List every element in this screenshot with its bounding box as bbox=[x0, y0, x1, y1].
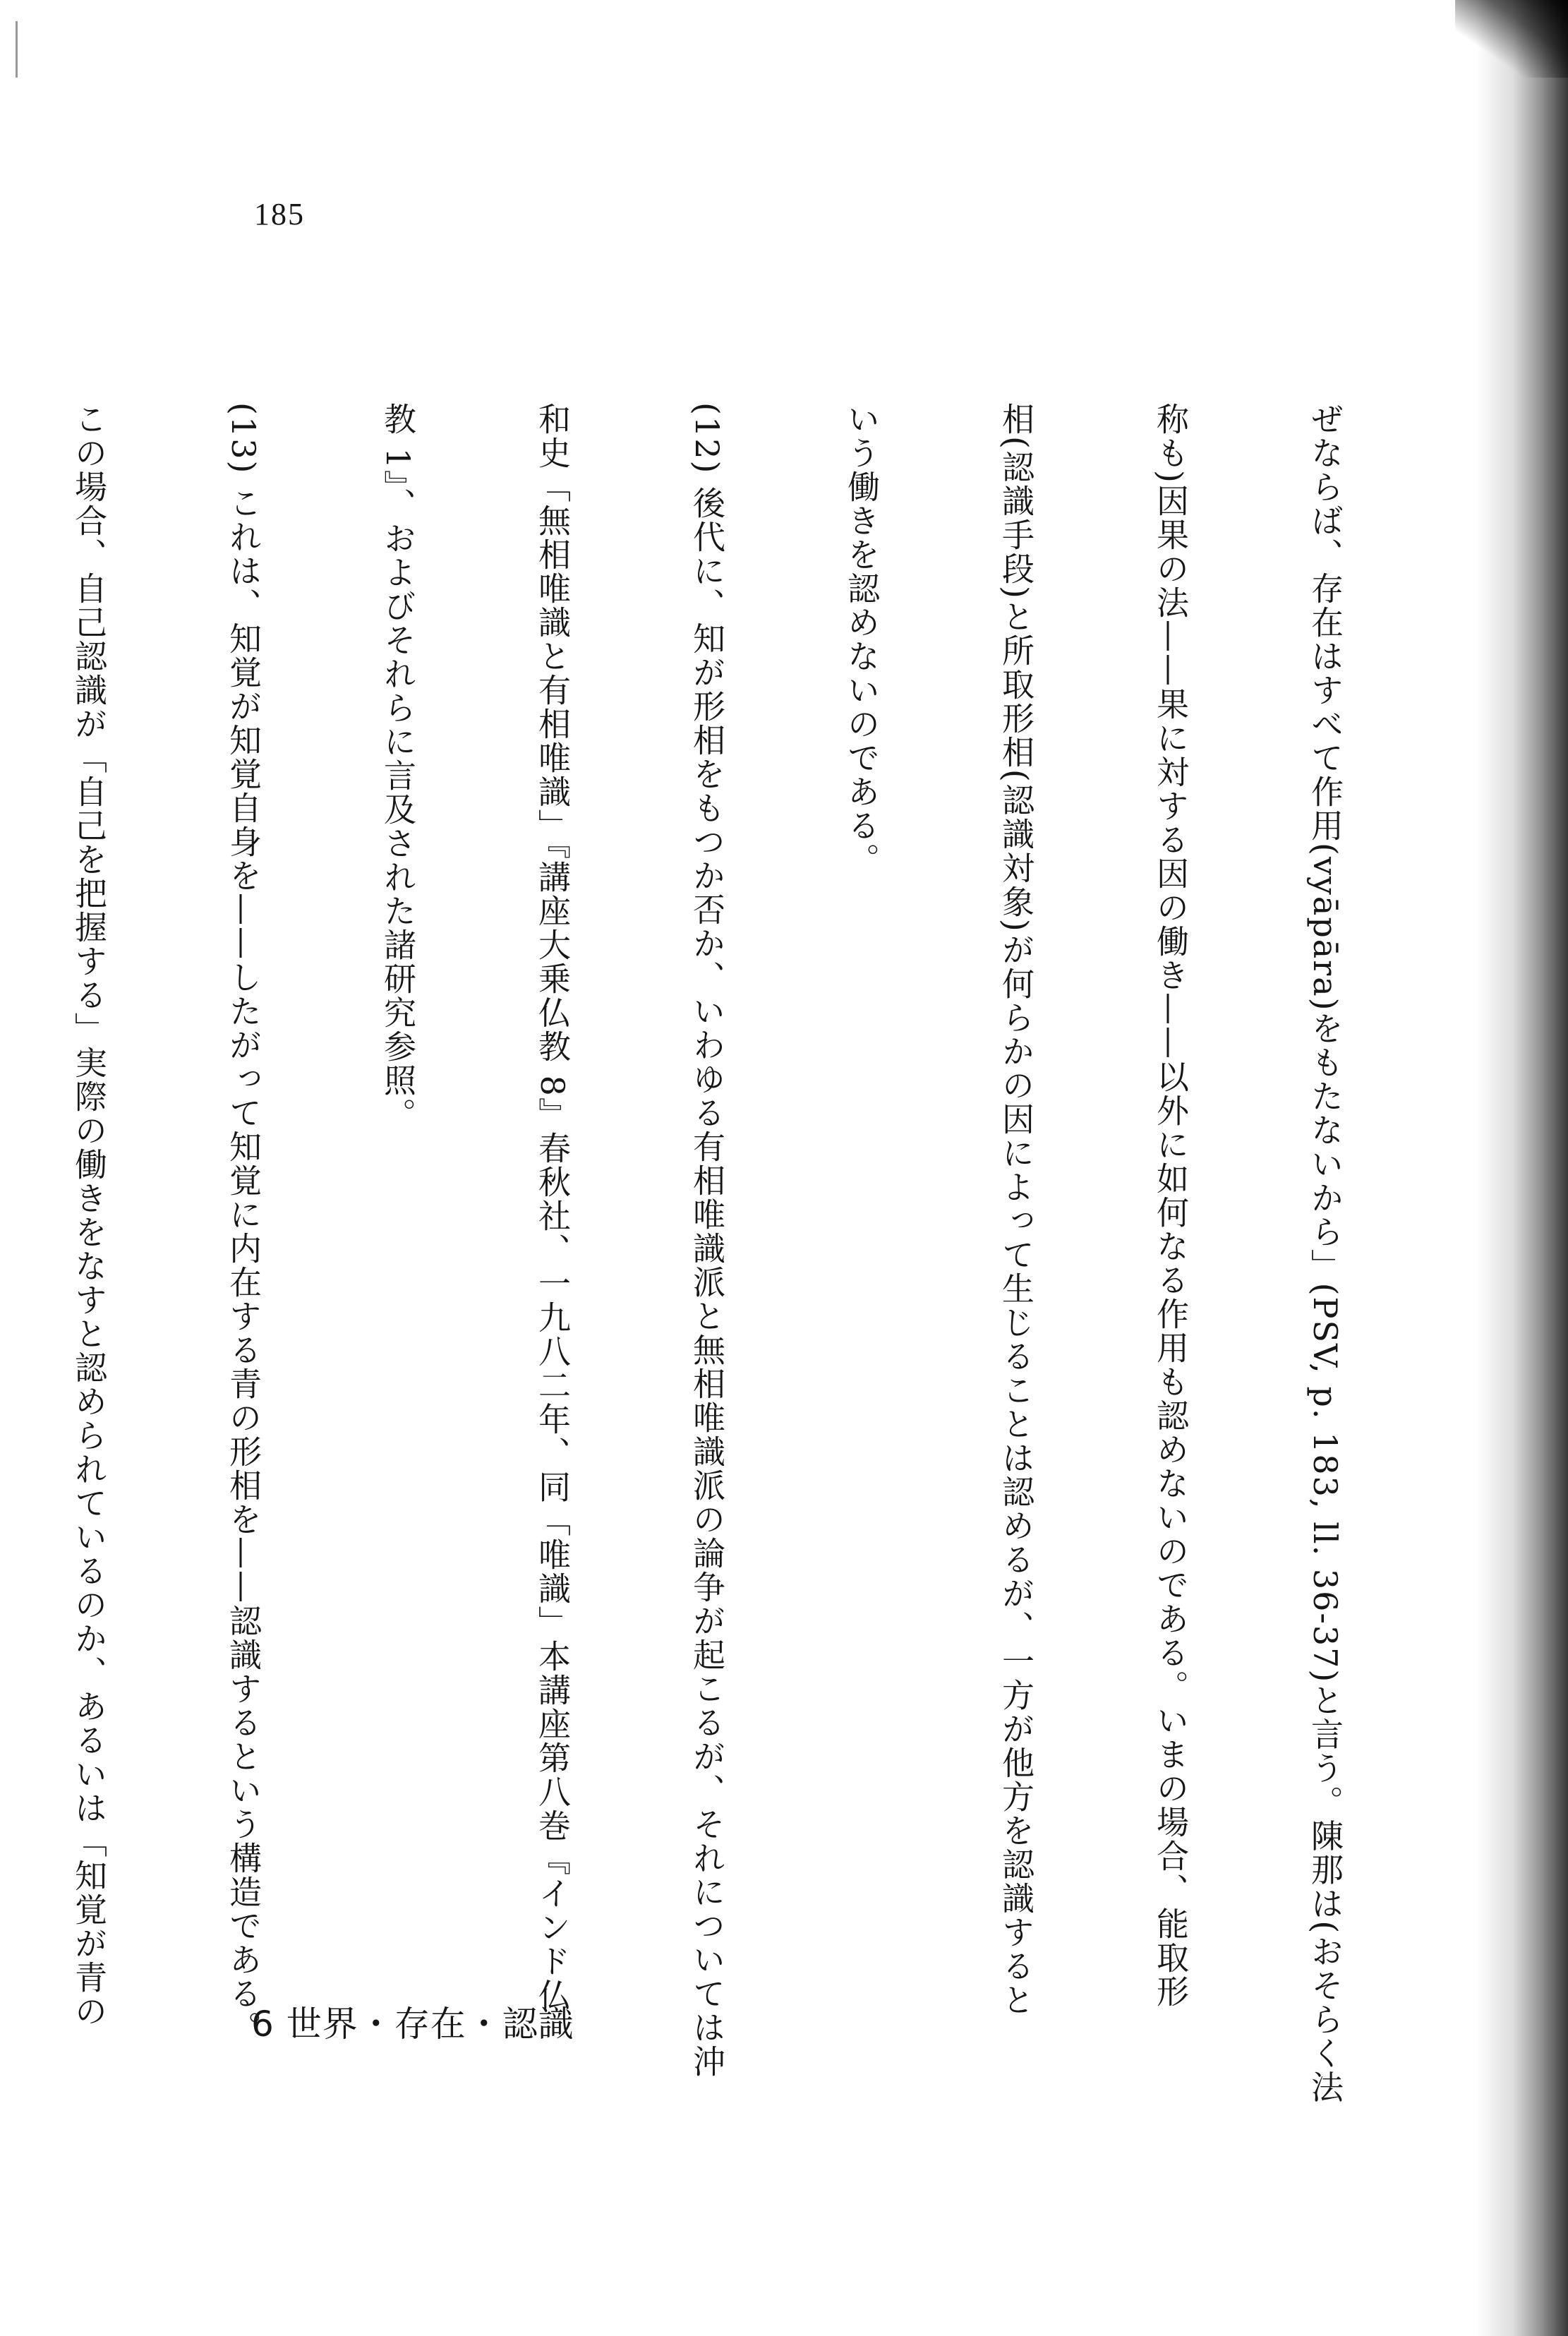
text-line: 称も)因果の法——果に対する因の働き——以外に如何なる作用も認めないのである。いまの場合、能取形 bbox=[1152, 402, 1190, 2009]
text-line: いう働きを認めないのである。 bbox=[843, 402, 881, 877]
scan-shadow-right bbox=[1476, 0, 1568, 2336]
note-12: (12) 後代に、知が形相をもつか否か、いわゆる有相唯識派と無相唯識派の論争が起こるが、それについては沖 bbox=[688, 402, 726, 2079]
running-footer: 6 世界・存在・認識 bbox=[251, 2004, 574, 2045]
text-line: ぜならば、存在はすべて作用(vyāpāra)をもたないから」(PSV, p. 183, ll. 36-37)と言う。陳那は(おそらく法 bbox=[1306, 402, 1344, 2105]
note-13: (13) これは、知覚が知覚自身を——したがって知覚に内在する青の形相を——認識するという構造である。 bbox=[224, 402, 263, 2045]
page-number: 185 bbox=[254, 197, 305, 231]
text-line: 相(認識手段)と所取形相(認識対象)が何らかの因によって生じることは認めるが、一方が他方を認識すると bbox=[997, 402, 1035, 2017]
text-line: 和史「無相唯識と有相唯識」『講座大乗仏教 8』春秋社、一九八二年、同「唯識」本講座第八巻『インド仏 bbox=[533, 402, 572, 2012]
text-line: 教 1』、およびそれらに言及された諸研究参照。 bbox=[379, 402, 417, 1131]
scan-mark bbox=[16, 21, 18, 78]
scan-shadow-corner bbox=[1455, 0, 1568, 78]
text-line: この場合、自己認識が「自己を把握する」実際の働きをなすと認められているのか、あるいは「知覚が青の bbox=[70, 402, 108, 2028]
